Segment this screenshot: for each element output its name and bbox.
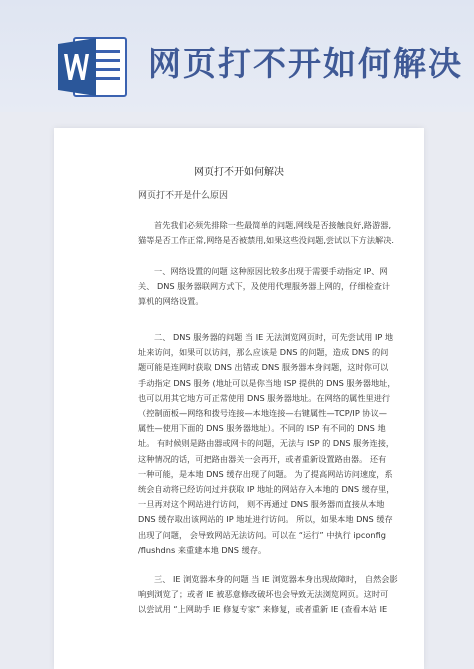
paragraph-ie-browser: [138, 572, 400, 618]
paragraph-line: （控制面板—网络和拨号连接—本地连接—右键属性—TCP/IP 协议—: [138, 408, 387, 419]
paragraph-line: 一种可能，是本地 DNS 缓存出现了问题。 为了提高网站访问速度，系: [138, 468, 393, 479]
document-subtitle: 网页打不开是什么原因: [138, 191, 229, 201]
paragraph-line: 猫等是否工作正常,网络是否被禁用,如果这些没问题,尝试以下方法解决.: [138, 235, 395, 246]
paragraph-dns: [138, 330, 400, 558]
paragraph-line: 题可能是连网时获取 DNS 出错或 DNS 服务器本身问题，这时你可以: [138, 362, 389, 373]
paragraph-line: 一、网络设置的问题 这种原因比较多出现于需要手动指定 IP、网: [154, 266, 388, 276]
paragraph-line: DNS 缓存取出该网站的 IP 地址进行访问。 所以，如果本地 DNS 缓存: [138, 514, 393, 525]
paragraph-network-settings: [138, 264, 400, 310]
paragraph-line: 算机的网络设置。: [138, 296, 204, 307]
word-document-icon: [56, 34, 130, 100]
paragraph-line: 二、 DNS 服务器的问题 当 IE 无法浏览网页时，可先尝试用 IP 地: [154, 332, 394, 342]
banner: [0, 0, 474, 112]
paragraph-line: 关、 DNS 服务器联网方式下，及使用代理服务器上网的，仔细检查计: [138, 281, 391, 292]
paragraph-line: 这种情况的话，可把路由器关一会再开，或者重新设置路由器。 还有: [138, 453, 387, 464]
paragraph-line: 属性—使用下面的 DNS 服务器地址）。不同的 ISP 有不同的 DNS 地: [138, 423, 386, 434]
paragraph-intro: [138, 218, 400, 248]
paragraph-line: 址来访问，如果可以访问，那么应该是 DNS 的问题，造成 DNS 的问: [138, 347, 389, 358]
paragraph-line: /flushdns 来重建本地 DNS 缓存。: [138, 544, 267, 555]
paragraph-line: 址。 有时候则是路由器或网卡的问题，无法与 ISP 的 DNS 服务连接，: [138, 438, 395, 449]
banner-title: 网页打不开如何解决: [148, 44, 463, 83]
document-page: [54, 128, 424, 669]
paragraph-line: 统会自动将已经访问过并获取 IP 地址的网站存入本地的 DNS 缓存里，: [138, 484, 395, 495]
paragraph-line: 首先我们必须先排除一些最简单的问题,网线是否接触良好,路游器,: [154, 220, 392, 230]
paragraph-line: 以尝试用 “上网助手 IE 修复专家” 来修复，或者重新 IE (查看本站 IE: [138, 604, 388, 615]
paragraph-line: 出现了问题， 会导致网站无法访问。可以在 “运行” 中执行 ipconfig: [138, 529, 386, 540]
paragraph-line: 手动指定 DNS 服务 (地址可以是你当地 ISP 提供的 DNS 服务器地址，: [138, 377, 396, 388]
paragraph-line: 响到浏览了；或者 IE 被恶意修改破坏也会导致无法浏览网页。这时可: [138, 589, 389, 600]
paragraph-line: 一旦再对这个网站进行访问， 则不再通过 DNS 服务器而直接从本地: [138, 499, 385, 510]
paragraph-line: 三、 IE 浏览器本身的问题 当 IE 浏览器本身出现故障时， 自然会影: [154, 574, 398, 584]
paragraph-line: 也可以用其它地方可正常使用 DNS 服务器地址。在网络的属性里进行: [138, 392, 391, 403]
document-title: 网页打不开如何解决: [194, 167, 284, 178]
